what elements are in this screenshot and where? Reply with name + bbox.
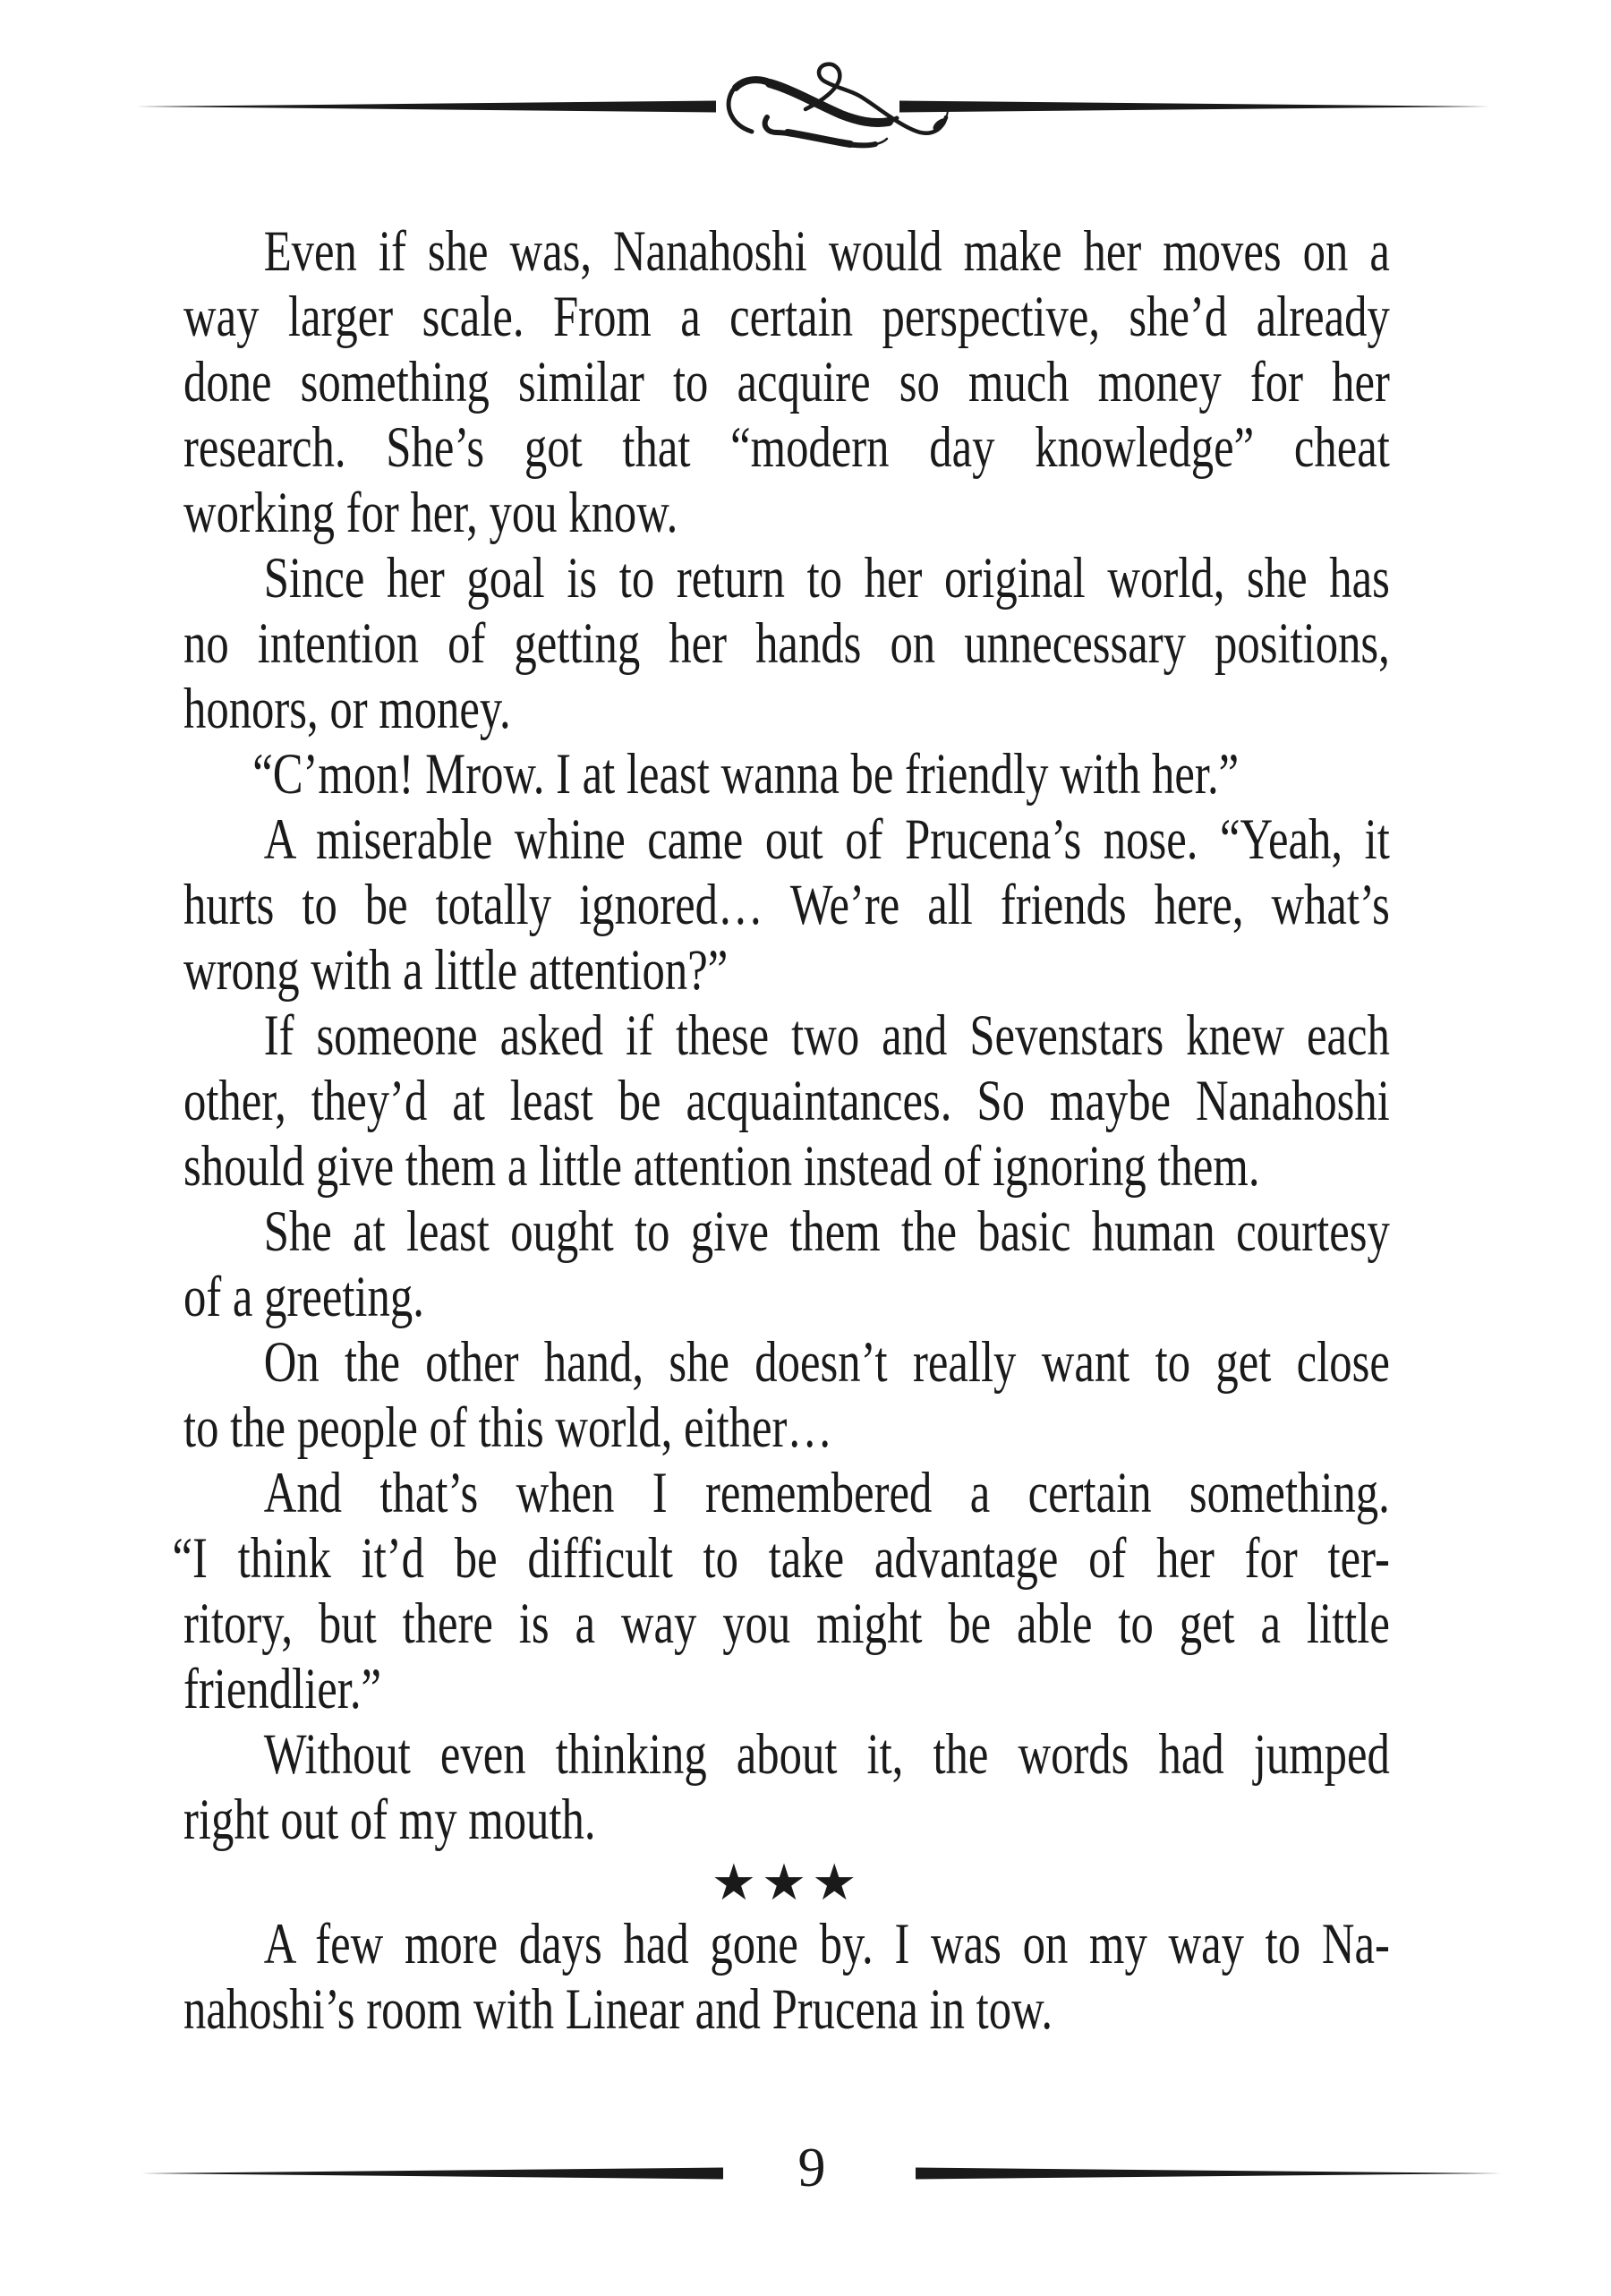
page-number: 9 xyxy=(797,2138,826,2198)
text-line: And that’s when I remembered a certain something. xyxy=(263,1461,1390,1525)
text-line: A miserable whine came out of Prucena’s nose. “Yeah, it xyxy=(263,807,1390,872)
header-rule-left xyxy=(136,101,716,113)
text-line: wrong with a little attention?” xyxy=(183,938,729,1003)
text-line: A few more days had gone by. I was on my way to Na- xyxy=(263,1912,1390,1976)
text-line: honors, or money. xyxy=(183,677,511,741)
body-text-after xyxy=(183,1912,1390,2043)
text-line: right out of my mouth. xyxy=(183,1788,596,1852)
text-line: Since her goal is to return to her original world, she has xyxy=(263,546,1390,610)
text-line: done something similar to acquire so much money for her xyxy=(183,350,1390,414)
text-line: She at least ought to give them the basic human courtesy xyxy=(263,1199,1390,1264)
star-divider: ★★★ xyxy=(711,1854,863,1912)
body-text-before xyxy=(172,219,1390,1853)
header-rule-right xyxy=(899,101,1490,113)
text-line: “C’mon! Mrow. I at least wanna be friendly with her.” xyxy=(252,742,1240,807)
text-line: research. She’s got that “modern day knowledge” cheat xyxy=(183,415,1390,480)
text-line: should give them a little attention instead of ignoring them. xyxy=(183,1134,1260,1199)
text-line: nahoshi’s room with Linear and Prucena in tow. xyxy=(183,1977,1053,2042)
text-line: hurts to be totally ignored… We’re all friends here, what’s xyxy=(183,873,1390,937)
text-line: Even if she was, Nanahoshi would make her moves on a xyxy=(263,219,1390,284)
text-line: ritory, but there is a way you might be able to get a little xyxy=(183,1592,1390,1656)
text-line: Without even thinking about it, the words had jumped xyxy=(263,1722,1390,1787)
text-line: way larger scale. From a certain perspective, she’d already xyxy=(183,285,1390,349)
text-line: of a greeting. xyxy=(183,1265,424,1329)
text-line: friendlier.” xyxy=(183,1657,381,1721)
text-line: “I think it’d be difficult to take advantage of her for ter- xyxy=(172,1526,1390,1591)
text-line: other, they’d at least be acquaintances. So maybe Nanahoshi xyxy=(183,1069,1390,1133)
text-line: to the people of this world, either… xyxy=(183,1396,833,1460)
header-rule xyxy=(0,36,1611,179)
text-line: no intention of getting her hands on unnecessary positions, xyxy=(183,611,1390,676)
text-line: working for her, you know. xyxy=(183,481,678,545)
text-line: On the other hand, she doesn’t really want to get close xyxy=(263,1330,1390,1395)
text-line: If someone asked if these two and Sevenstars knew each xyxy=(263,1003,1390,1068)
